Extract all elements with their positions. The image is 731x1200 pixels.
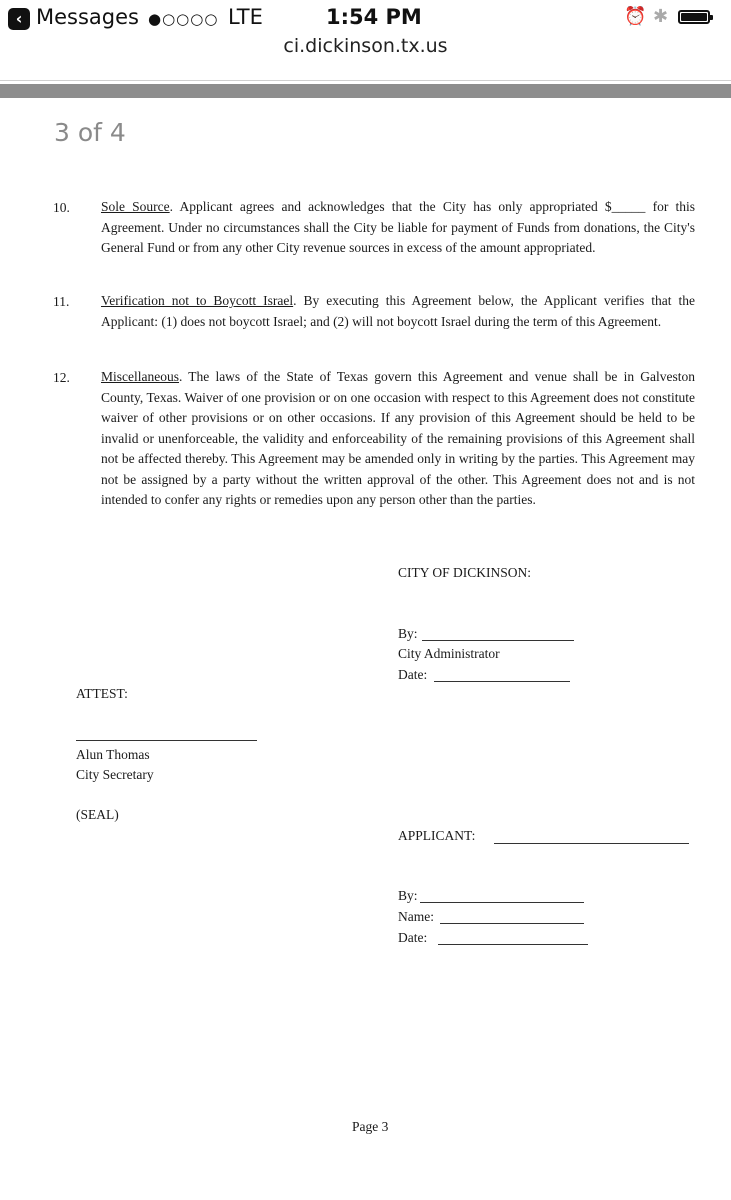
toolbar-divider xyxy=(0,80,731,81)
applicant-by-label: By: xyxy=(398,888,418,903)
alarm-clock-icon: ⏰ xyxy=(624,6,647,27)
seal-label: (SEAL) xyxy=(76,807,119,822)
pdf-page-counter: 3 of 4 xyxy=(54,118,126,147)
applicant-printed-name-line xyxy=(440,923,584,924)
back-arrow-icon[interactable]: ‹ xyxy=(8,8,30,30)
status-bar xyxy=(0,0,731,40)
address-bar-url[interactable]: ci.dickinson.tx.us xyxy=(283,35,448,57)
applicant-title: APPLICANT: xyxy=(398,828,476,843)
section-text: . By executing this Agreement below, the Applicant verifies that the Applicant: (1) does not boycott Israel; and (2) will not boycott Israel during the term of this Agreement. xyxy=(101,293,696,329)
section-heading: Sole Source xyxy=(101,199,170,214)
carrier-label: LTE xyxy=(228,5,263,29)
city-date-line xyxy=(434,681,570,682)
section-text: . Applicant agrees and acknowledges that the City has only appropriated $_____ for this Agreement. Under no circumstances shall the City be liable for payment of Funds from donations, the City's General Fund or from any other City revenue sources in excess of the amount appropriated. xyxy=(101,199,695,255)
city-block-title: CITY OF DICKINSON: xyxy=(398,565,532,580)
section-heading: Verification not to Boycott Israel xyxy=(101,293,294,308)
bluetooth-icon: ✱ xyxy=(653,6,669,27)
section-number: 11. xyxy=(53,294,70,309)
section-number: 10. xyxy=(53,200,70,215)
city-role: City Administrator xyxy=(398,646,500,661)
signal-strength-icon: ●○○○○ xyxy=(148,10,219,28)
page-footer: Page 3 xyxy=(352,1119,389,1134)
section-paragraph xyxy=(101,291,695,332)
battery-icon xyxy=(678,10,710,24)
applicant-signature-line xyxy=(420,902,584,903)
applicant-name-label: Name: xyxy=(398,909,434,924)
section-paragraph xyxy=(101,197,695,259)
section-number: 12. xyxy=(53,370,70,385)
status-time: 1:54 PM xyxy=(326,5,422,29)
applicant-name-line xyxy=(494,843,689,844)
attest-title: ATTEST: xyxy=(76,686,128,701)
section-heading: Miscellaneous xyxy=(101,369,179,384)
city-by-label: By: xyxy=(398,626,418,641)
section-text: . The laws of the State of Texas govern this Agreement and venue shall be in Galveston County, Texas. Waiver of one provision or on one occasion with respect to this Agreement does not constitute waiver of other provisions or on other occasions. If any provision of this Agreement should be held to be invalid or unenforceable, the validity and enforceability of the remaining provisions of this Agreement shall not be affected thereby. This Agreement may be amended only in writing by the parties. This Agreement may not be assigned by a party without the written approval of the other. This Agreement does not and is not intended to confer any rights or remedies upon any person other than the parties. xyxy=(101,369,695,507)
applicant-date-label: Date: xyxy=(398,930,428,945)
city-date-label: Date: xyxy=(398,667,428,682)
attest-name: Alun Thomas xyxy=(76,747,150,762)
attest-signature-line xyxy=(76,740,257,741)
back-to-app-label[interactable]: Messages xyxy=(36,5,139,29)
section-paragraph xyxy=(101,367,695,511)
pdf-viewer-bar xyxy=(0,84,731,98)
attest-role: City Secretary xyxy=(76,767,154,782)
city-signature-line xyxy=(422,640,574,641)
applicant-date-line xyxy=(438,944,588,945)
